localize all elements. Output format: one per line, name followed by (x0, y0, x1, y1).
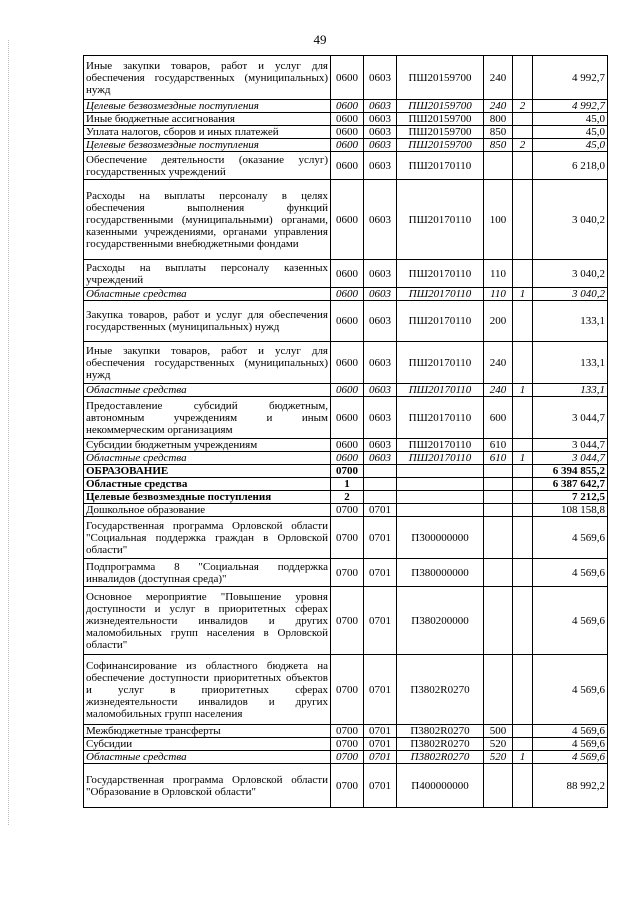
row-ved-cell: 0700 (331, 725, 364, 738)
row-expense-type-cell (484, 559, 513, 587)
table-row (84, 288, 608, 301)
row-ved-cell: 0700 (331, 517, 364, 559)
row-target-article-cell (397, 478, 484, 491)
row-source-cell (513, 725, 533, 738)
row-source-cell (513, 504, 533, 517)
row-source-cell (513, 738, 533, 751)
row-ved-cell: 0700 (331, 655, 364, 725)
row-expense-type-cell (484, 764, 513, 808)
row-name-cell: Дошкольное образование (84, 504, 331, 517)
row-expense-type-cell (484, 152, 513, 180)
row-source-cell (513, 56, 533, 100)
row-name-cell: Иные бюджетные ассигнования (84, 113, 331, 126)
row-section-cell: 0603 (364, 384, 397, 397)
row-ved-cell: 0700 (331, 764, 364, 808)
row-name-cell: Субсидии бюджетным учреждениям (84, 439, 331, 452)
row-ved-cell: 0600 (331, 113, 364, 126)
row-source-cell (513, 478, 533, 491)
row-section-cell: 0603 (364, 288, 397, 301)
row-section-cell: 0603 (364, 139, 397, 152)
row-amount-cell: 4 569,6 (533, 751, 608, 764)
row-name-cell: Подпрограмма 8 "Социальная поддержка инвалидов (доступная среда)" (84, 559, 331, 587)
row-ved-cell: 0600 (331, 288, 364, 301)
row-ved-cell: 0700 (331, 738, 364, 751)
row-ved-cell: 0600 (331, 452, 364, 465)
row-section-cell: 0603 (364, 180, 397, 260)
row-section-cell: 0603 (364, 439, 397, 452)
row-source-cell (513, 260, 533, 288)
row-ved-cell: 0700 (331, 504, 364, 517)
row-section-cell: 0603 (364, 113, 397, 126)
row-section-cell (364, 465, 397, 478)
row-expense-type-cell: 200 (484, 301, 513, 342)
page-number: 49 (313, 32, 327, 47)
row-source-cell (513, 517, 533, 559)
row-name-cell: Иные закупки товаров, работ и услуг для обеспечения государственных (муниципальных) нужд (84, 342, 331, 384)
row-name-cell: Расходы на выплаты персоналу казенных учреждений (84, 260, 331, 288)
row-ved-cell: 0700 (331, 587, 364, 655)
row-amount-cell: 3 044,7 (533, 397, 608, 439)
row-target-article-cell: ПШ20170110 (397, 180, 484, 260)
row-name-cell: Уплата налогов, сборов и иных платежей (84, 126, 331, 139)
row-target-article-cell: ПШ20170110 (397, 301, 484, 342)
row-expense-type-cell: 240 (484, 56, 513, 100)
row-amount-cell: 45,0 (533, 113, 608, 126)
table-row (84, 100, 608, 113)
row-source-cell (513, 301, 533, 342)
row-source-cell (513, 180, 533, 260)
row-source-cell: 1 (513, 751, 533, 764)
table-row (84, 56, 608, 100)
table-row (84, 139, 608, 152)
row-target-article-cell: ПШ20170110 (397, 342, 484, 384)
row-ved-cell: 0600 (331, 139, 364, 152)
row-expense-type-cell: 110 (484, 288, 513, 301)
row-expense-type-cell: 240 (484, 342, 513, 384)
row-ved-cell: 0700 (331, 465, 364, 478)
row-amount-cell: 3 040,2 (533, 288, 608, 301)
row-expense-type-cell: 610 (484, 452, 513, 465)
table-row (84, 655, 608, 725)
row-target-article-cell: ПШ20170110 (397, 452, 484, 465)
row-amount-cell: 6 218,0 (533, 152, 608, 180)
table-row (84, 301, 608, 342)
row-amount-cell: 133,1 (533, 384, 608, 397)
table-row (84, 260, 608, 288)
row-name-cell: Субсидии (84, 738, 331, 751)
row-source-cell: 2 (513, 139, 533, 152)
row-amount-cell: 45,0 (533, 139, 608, 152)
row-target-article-cell: ПШ20159700 (397, 56, 484, 100)
row-ved-cell: 0600 (331, 342, 364, 384)
row-source-cell (513, 587, 533, 655)
row-target-article-cell: П400000000 (397, 764, 484, 808)
row-expense-type-cell (484, 465, 513, 478)
row-section-cell: 0603 (364, 152, 397, 180)
row-target-article-cell: П3802R0270 (397, 725, 484, 738)
row-ved-cell: 2 (331, 491, 364, 504)
row-expense-type-cell (484, 478, 513, 491)
row-section-cell: 0603 (364, 301, 397, 342)
row-name-cell: Областные средства (84, 384, 331, 397)
row-target-article-cell (397, 491, 484, 504)
row-amount-cell: 4 992,7 (533, 56, 608, 100)
row-source-cell: 2 (513, 100, 533, 113)
row-section-cell: 0603 (364, 452, 397, 465)
row-ved-cell: 0700 (331, 751, 364, 764)
row-source-cell (513, 764, 533, 808)
row-expense-type-cell: 500 (484, 725, 513, 738)
row-target-article-cell: ПШ20170110 (397, 384, 484, 397)
row-name-cell: Межбюджетные трансферты (84, 725, 331, 738)
row-expense-type-cell (484, 491, 513, 504)
row-amount-cell: 45,0 (533, 126, 608, 139)
row-amount-cell: 4 992,7 (533, 100, 608, 113)
row-target-article-cell: ПШ20170110 (397, 439, 484, 452)
row-ved-cell: 0600 (331, 100, 364, 113)
row-name-cell: Областные средства (84, 478, 331, 491)
row-amount-cell: 133,1 (533, 301, 608, 342)
row-name-cell: Целевые безвозмездные поступления (84, 491, 331, 504)
row-name-cell: Основное мероприятие "Повышение уровня доступности и услуг в приоритетных сферах жизнедеятельности инвалидов и других маломобильных групп населения в Орловской области" (84, 587, 331, 655)
row-expense-type-cell: 100 (484, 180, 513, 260)
row-target-article-cell: ПШ20170110 (397, 152, 484, 180)
table-row (84, 478, 608, 491)
row-target-article-cell: ПШ20159700 (397, 100, 484, 113)
table-row (84, 491, 608, 504)
row-target-article-cell: П380000000 (397, 559, 484, 587)
table-row (84, 517, 608, 559)
row-ved-cell: 0600 (331, 260, 364, 288)
row-section-cell: 0603 (364, 342, 397, 384)
table-row (84, 113, 608, 126)
row-source-cell (513, 342, 533, 384)
row-target-article-cell: П3802R0270 (397, 751, 484, 764)
table-row (84, 152, 608, 180)
binding-margin-dots (8, 40, 12, 825)
table-row (84, 738, 608, 751)
row-source-cell: 1 (513, 288, 533, 301)
row-expense-type-cell: 520 (484, 751, 513, 764)
budget-table (83, 55, 608, 808)
row-section-cell: 0603 (364, 397, 397, 439)
table-row (84, 439, 608, 452)
row-source-cell (513, 439, 533, 452)
row-name-cell: ОБРАЗОВАНИЕ (84, 465, 331, 478)
row-target-article-cell: ПШ20170110 (397, 288, 484, 301)
row-section-cell: 0701 (364, 559, 397, 587)
row-ved-cell: 0600 (331, 126, 364, 139)
row-name-cell: Закупка товаров, работ и услуг для обеспечения государственных (муниципальных) нужд (84, 301, 331, 342)
row-source-cell (513, 152, 533, 180)
table-row (84, 725, 608, 738)
row-name-cell: Софинансирование из областного бюджета на обеспечение доступности приоритетных объектов и услуг в приоритетных сферах жизнедеятельности инвалидов и других маломобильных групп населения (84, 655, 331, 725)
row-source-cell (513, 559, 533, 587)
row-amount-cell: 6 394 855,2 (533, 465, 608, 478)
row-target-article-cell: П300000000 (397, 517, 484, 559)
row-amount-cell: 4 569,6 (533, 517, 608, 559)
row-source-cell (513, 397, 533, 439)
row-target-article-cell: П3802R0270 (397, 655, 484, 725)
row-name-cell: Целевые безвозмездные поступления (84, 100, 331, 113)
row-section-cell: 0701 (364, 738, 397, 751)
row-ved-cell: 0600 (331, 180, 364, 260)
row-section-cell: 0603 (364, 100, 397, 113)
table-row (84, 751, 608, 764)
table-row (84, 342, 608, 384)
row-amount-cell: 3 044,7 (533, 439, 608, 452)
row-target-article-cell: ПШ20170110 (397, 260, 484, 288)
row-target-article-cell (397, 465, 484, 478)
table-row (84, 397, 608, 439)
row-target-article-cell: ПШ20159700 (397, 113, 484, 126)
row-amount-cell: 3 040,2 (533, 180, 608, 260)
row-amount-cell: 4 569,6 (533, 559, 608, 587)
row-expense-type-cell: 520 (484, 738, 513, 751)
row-section-cell: 0701 (364, 725, 397, 738)
table-row (84, 587, 608, 655)
row-amount-cell: 3 044,7 (533, 452, 608, 465)
row-section-cell (364, 491, 397, 504)
row-ved-cell: 0600 (331, 384, 364, 397)
row-name-cell: Расходы на выплаты персоналу в целях обеспечения выполнения функций государственными (муниципальными) органами, казенными учреждениями, органами управления государственными внебюджетными фондами (84, 180, 331, 260)
row-ved-cell: 0600 (331, 56, 364, 100)
row-ved-cell: 0600 (331, 152, 364, 180)
row-target-article-cell: ПШ20159700 (397, 126, 484, 139)
row-section-cell: 0701 (364, 517, 397, 559)
row-target-article-cell: ПШ20159700 (397, 139, 484, 152)
row-amount-cell: 108 158,8 (533, 504, 608, 517)
row-source-cell (513, 491, 533, 504)
table-row (84, 465, 608, 478)
row-amount-cell: 4 569,6 (533, 725, 608, 738)
row-name-cell: Иные закупки товаров, работ и услуг для обеспечения государственных (муниципальных) нужд (84, 56, 331, 100)
row-target-article-cell: ПШ20170110 (397, 397, 484, 439)
row-amount-cell: 4 569,6 (533, 587, 608, 655)
row-name-cell: Предоставление субсидий бюджетным, автономным учреждениям и иным некоммерческим организациям (84, 397, 331, 439)
row-source-cell (513, 126, 533, 139)
row-name-cell: Областные средства (84, 452, 331, 465)
row-expense-type-cell: 850 (484, 139, 513, 152)
table-row (84, 504, 608, 517)
row-section-cell: 0701 (364, 655, 397, 725)
row-section-cell: 0701 (364, 504, 397, 517)
row-source-cell (513, 113, 533, 126)
row-source-cell: 1 (513, 384, 533, 397)
row-amount-cell: 88 992,2 (533, 764, 608, 808)
row-ved-cell: 0600 (331, 439, 364, 452)
row-expense-type-cell: 240 (484, 100, 513, 113)
row-section-cell: 0701 (364, 764, 397, 808)
row-target-article-cell: П380200000 (397, 587, 484, 655)
row-name-cell: Обеспечение деятельности (оказание услуг) государственных учреждений (84, 152, 331, 180)
row-name-cell: Государственная программа Орловской области "Социальная поддержка граждан в Орловской области" (84, 517, 331, 559)
row-ved-cell: 0600 (331, 397, 364, 439)
row-section-cell (364, 478, 397, 491)
table-row (84, 559, 608, 587)
table-row (84, 452, 608, 465)
row-target-article-cell: П3802R0270 (397, 738, 484, 751)
row-ved-cell: 0700 (331, 559, 364, 587)
row-target-article-cell (397, 504, 484, 517)
table-row (84, 764, 608, 808)
row-name-cell: Областные средства (84, 288, 331, 301)
row-source-cell (513, 655, 533, 725)
row-ved-cell: 0600 (331, 301, 364, 342)
row-source-cell: 1 (513, 452, 533, 465)
row-amount-cell: 4 569,6 (533, 738, 608, 751)
row-expense-type-cell (484, 587, 513, 655)
row-expense-type-cell (484, 655, 513, 725)
row-section-cell: 0701 (364, 751, 397, 764)
row-section-cell: 0603 (364, 126, 397, 139)
row-source-cell (513, 465, 533, 478)
row-expense-type-cell: 610 (484, 439, 513, 452)
row-amount-cell: 7 212,5 (533, 491, 608, 504)
row-expense-type-cell: 240 (484, 384, 513, 397)
row-expense-type-cell (484, 517, 513, 559)
row-expense-type-cell: 110 (484, 260, 513, 288)
table-row (84, 384, 608, 397)
row-ved-cell: 1 (331, 478, 364, 491)
row-name-cell: Целевые безвозмездные поступления (84, 139, 331, 152)
row-amount-cell: 6 387 642,7 (533, 478, 608, 491)
row-amount-cell: 3 040,2 (533, 260, 608, 288)
row-expense-type-cell: 600 (484, 397, 513, 439)
row-name-cell: Государственная программа Орловской области "Образование в Орловской области" (84, 764, 331, 808)
row-amount-cell: 133,1 (533, 342, 608, 384)
table-row (84, 180, 608, 260)
row-section-cell: 0701 (364, 587, 397, 655)
row-expense-type-cell: 800 (484, 113, 513, 126)
row-name-cell: Областные средства (84, 751, 331, 764)
row-expense-type-cell: 850 (484, 126, 513, 139)
row-section-cell: 0603 (364, 56, 397, 100)
row-amount-cell: 4 569,6 (533, 655, 608, 725)
row-expense-type-cell (484, 504, 513, 517)
row-section-cell: 0603 (364, 260, 397, 288)
table-row (84, 126, 608, 139)
